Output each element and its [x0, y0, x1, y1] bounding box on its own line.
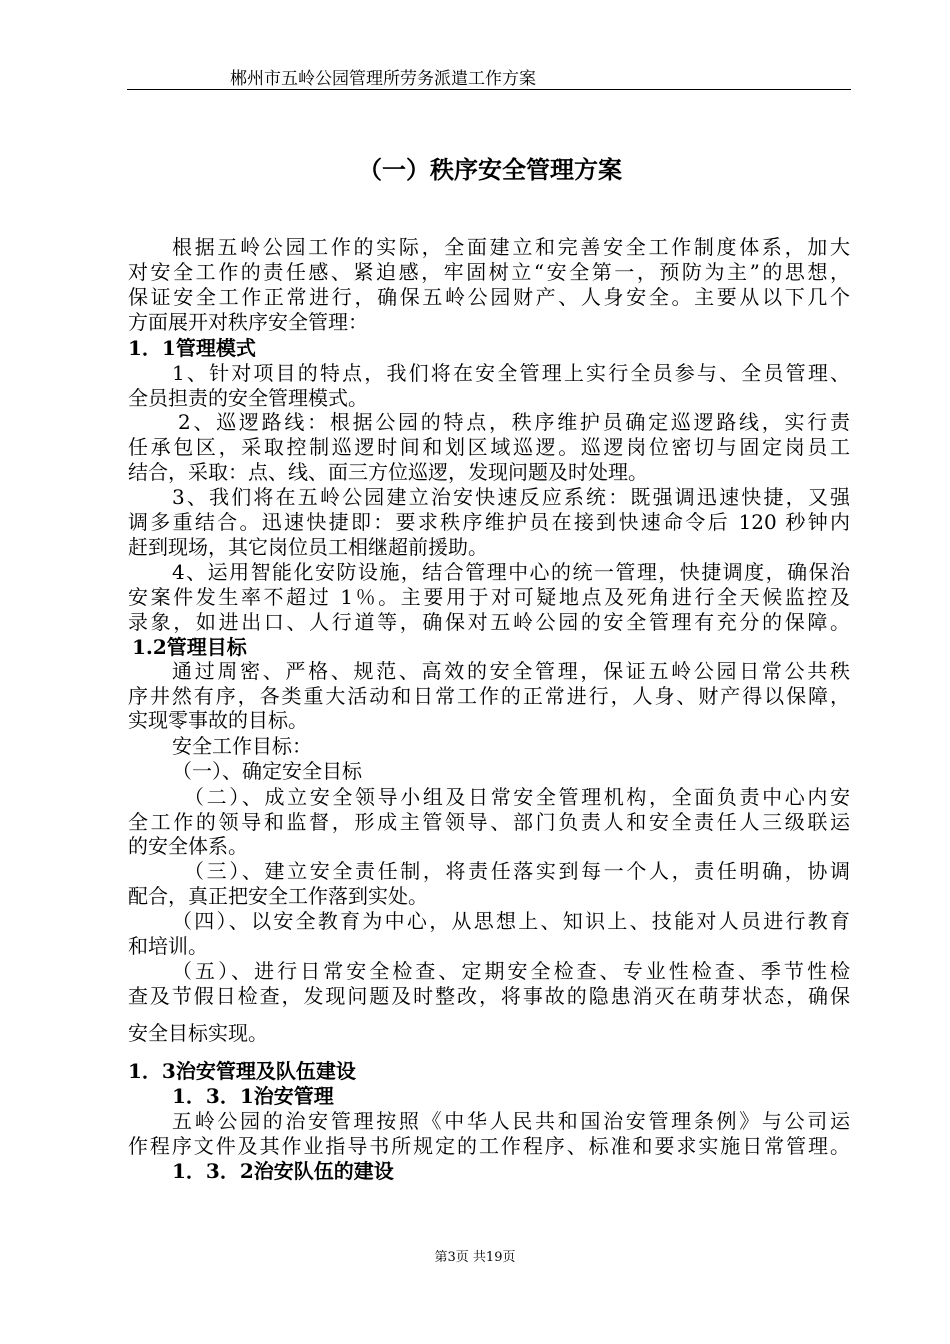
paragraph-line: 对安全工作的责任感、紧迫感，牢固树立“安全第一，预防为主”的思想， — [128, 260, 850, 284]
paragraph-line: 安全目标实现。 — [128, 1021, 268, 1045]
heading-1-3: 1．3治安管理及队伍建设 — [128, 1059, 356, 1083]
paragraph-line: 安案件发生率不超过 1％。主要用于对可疑地点及死角进行全天候监控及 — [128, 585, 850, 609]
paragraph-line: 作程序文件及其作业指导书所规定的工作程序、标准和要求实施日常管理。 — [128, 1134, 850, 1158]
paragraph-line: 2、巡逻路线：根据公园的特点，秩序维护员确定巡逻路线，实行责 — [178, 410, 850, 434]
paragraph-line: 五岭公园的治安管理按照《中华人民共和国治安管理条例》与公司运 — [172, 1109, 850, 1133]
paragraph-line: 通过周密、严格、规范、高效的安全管理，保证五岭公园日常公共秩 — [172, 659, 850, 683]
heading-1-3-2: 1．3．2治安队伍的建设 — [172, 1159, 394, 1183]
paragraph-line: 4、运用智能化安防设施，结合管理中心的统一管理，快捷调度，确保治 — [172, 560, 850, 584]
heading-1-2: 1.2管理目标 — [132, 635, 247, 659]
paragraph-line: 序井然有序，各类重大活动和日常工作的正常进行，人身、财产得以保障， — [128, 684, 850, 708]
paragraph-line: 结合，采取：点、线、面三方位巡逻，发现问题及时处理。 — [128, 460, 648, 484]
paragraph-line: 方面展开对秩序安全管理： — [128, 310, 368, 334]
paragraph-line: 录象，如进出口、人行道等，确保对五岭公园的安全管理有充分的保障。 — [128, 610, 850, 634]
paragraph-line: （一）、确定安全目标 — [172, 759, 362, 783]
paragraph-line: 根据五岭公园工作的实际，全面建立和完善安全工作制度体系，加大 — [172, 235, 850, 259]
paragraph-line: 安全工作目标： — [172, 734, 312, 758]
paragraph-line: 任承包区，采取控制巡逻时间和划区域巡逻。巡逻岗位密切与固定岗员工 — [128, 435, 850, 459]
paragraph-line: 3、我们将在五岭公园建立治安快速反应系统：既强调迅速快捷，又强 — [172, 485, 850, 509]
paragraph-line: 1、针对项目的特点，我们将在安全管理上实行全员参与、全员管理、 — [172, 361, 850, 385]
paragraph-line: 全员担责的安全管理模式。 — [128, 386, 368, 410]
paragraph-line: 查及节假日检查，发现问题及时整改，将事故的隐患消灭在萌芽状态，确保 — [128, 984, 850, 1008]
paragraph-line: （二）、成立安全领导小组及日常安全管理机构，全面负责中心内安 — [184, 785, 850, 809]
header-rule — [127, 89, 851, 90]
paragraph-line: 赶到现场，其它岗位员工相继超前援助。 — [128, 535, 488, 559]
heading-1-3-1: 1．3．1治安管理 — [172, 1084, 334, 1108]
paragraph-line: 和培训。 — [128, 934, 208, 958]
page-footer: 第3页 共19页 — [434, 1250, 516, 1265]
paragraph-line: 保证安全工作正常进行，确保五岭公园财产、人身安全。主要从以下几个 — [128, 285, 850, 309]
paragraph-line: 配合，真正把安全工作落到实处。 — [128, 884, 428, 908]
paragraph-line: 实现零事故的目标。 — [128, 708, 308, 732]
paragraph-line: （四）、以安全教育为中心，从思想上、知识上、技能对人员进行教育 — [172, 909, 850, 933]
section-title: （一）秩序安全管理方案 — [358, 155, 622, 184]
running-header: 郴州市五岭公园管理所劳务派遣工作方案 — [230, 69, 536, 89]
paragraph-line: （三）、建立安全责任制，将责任落实到每一个人，责任明确，协调 — [184, 859, 850, 883]
paragraph-line: （五）、进行日常安全检查、定期安全检查、专业性检查、季节性检 — [172, 959, 850, 983]
paragraph-line: 全工作的领导和监督，形成主管领导、部门负责人和安全责任人三级联运 — [128, 810, 850, 834]
paragraph-line: 调多重结合。迅速快捷即：要求秩序维护员在接到快速命令后 120 秒钟内 — [128, 510, 850, 534]
paragraph-line: 的安全体系。 — [128, 834, 248, 858]
heading-1-1: 1．1管理模式 — [128, 336, 256, 360]
